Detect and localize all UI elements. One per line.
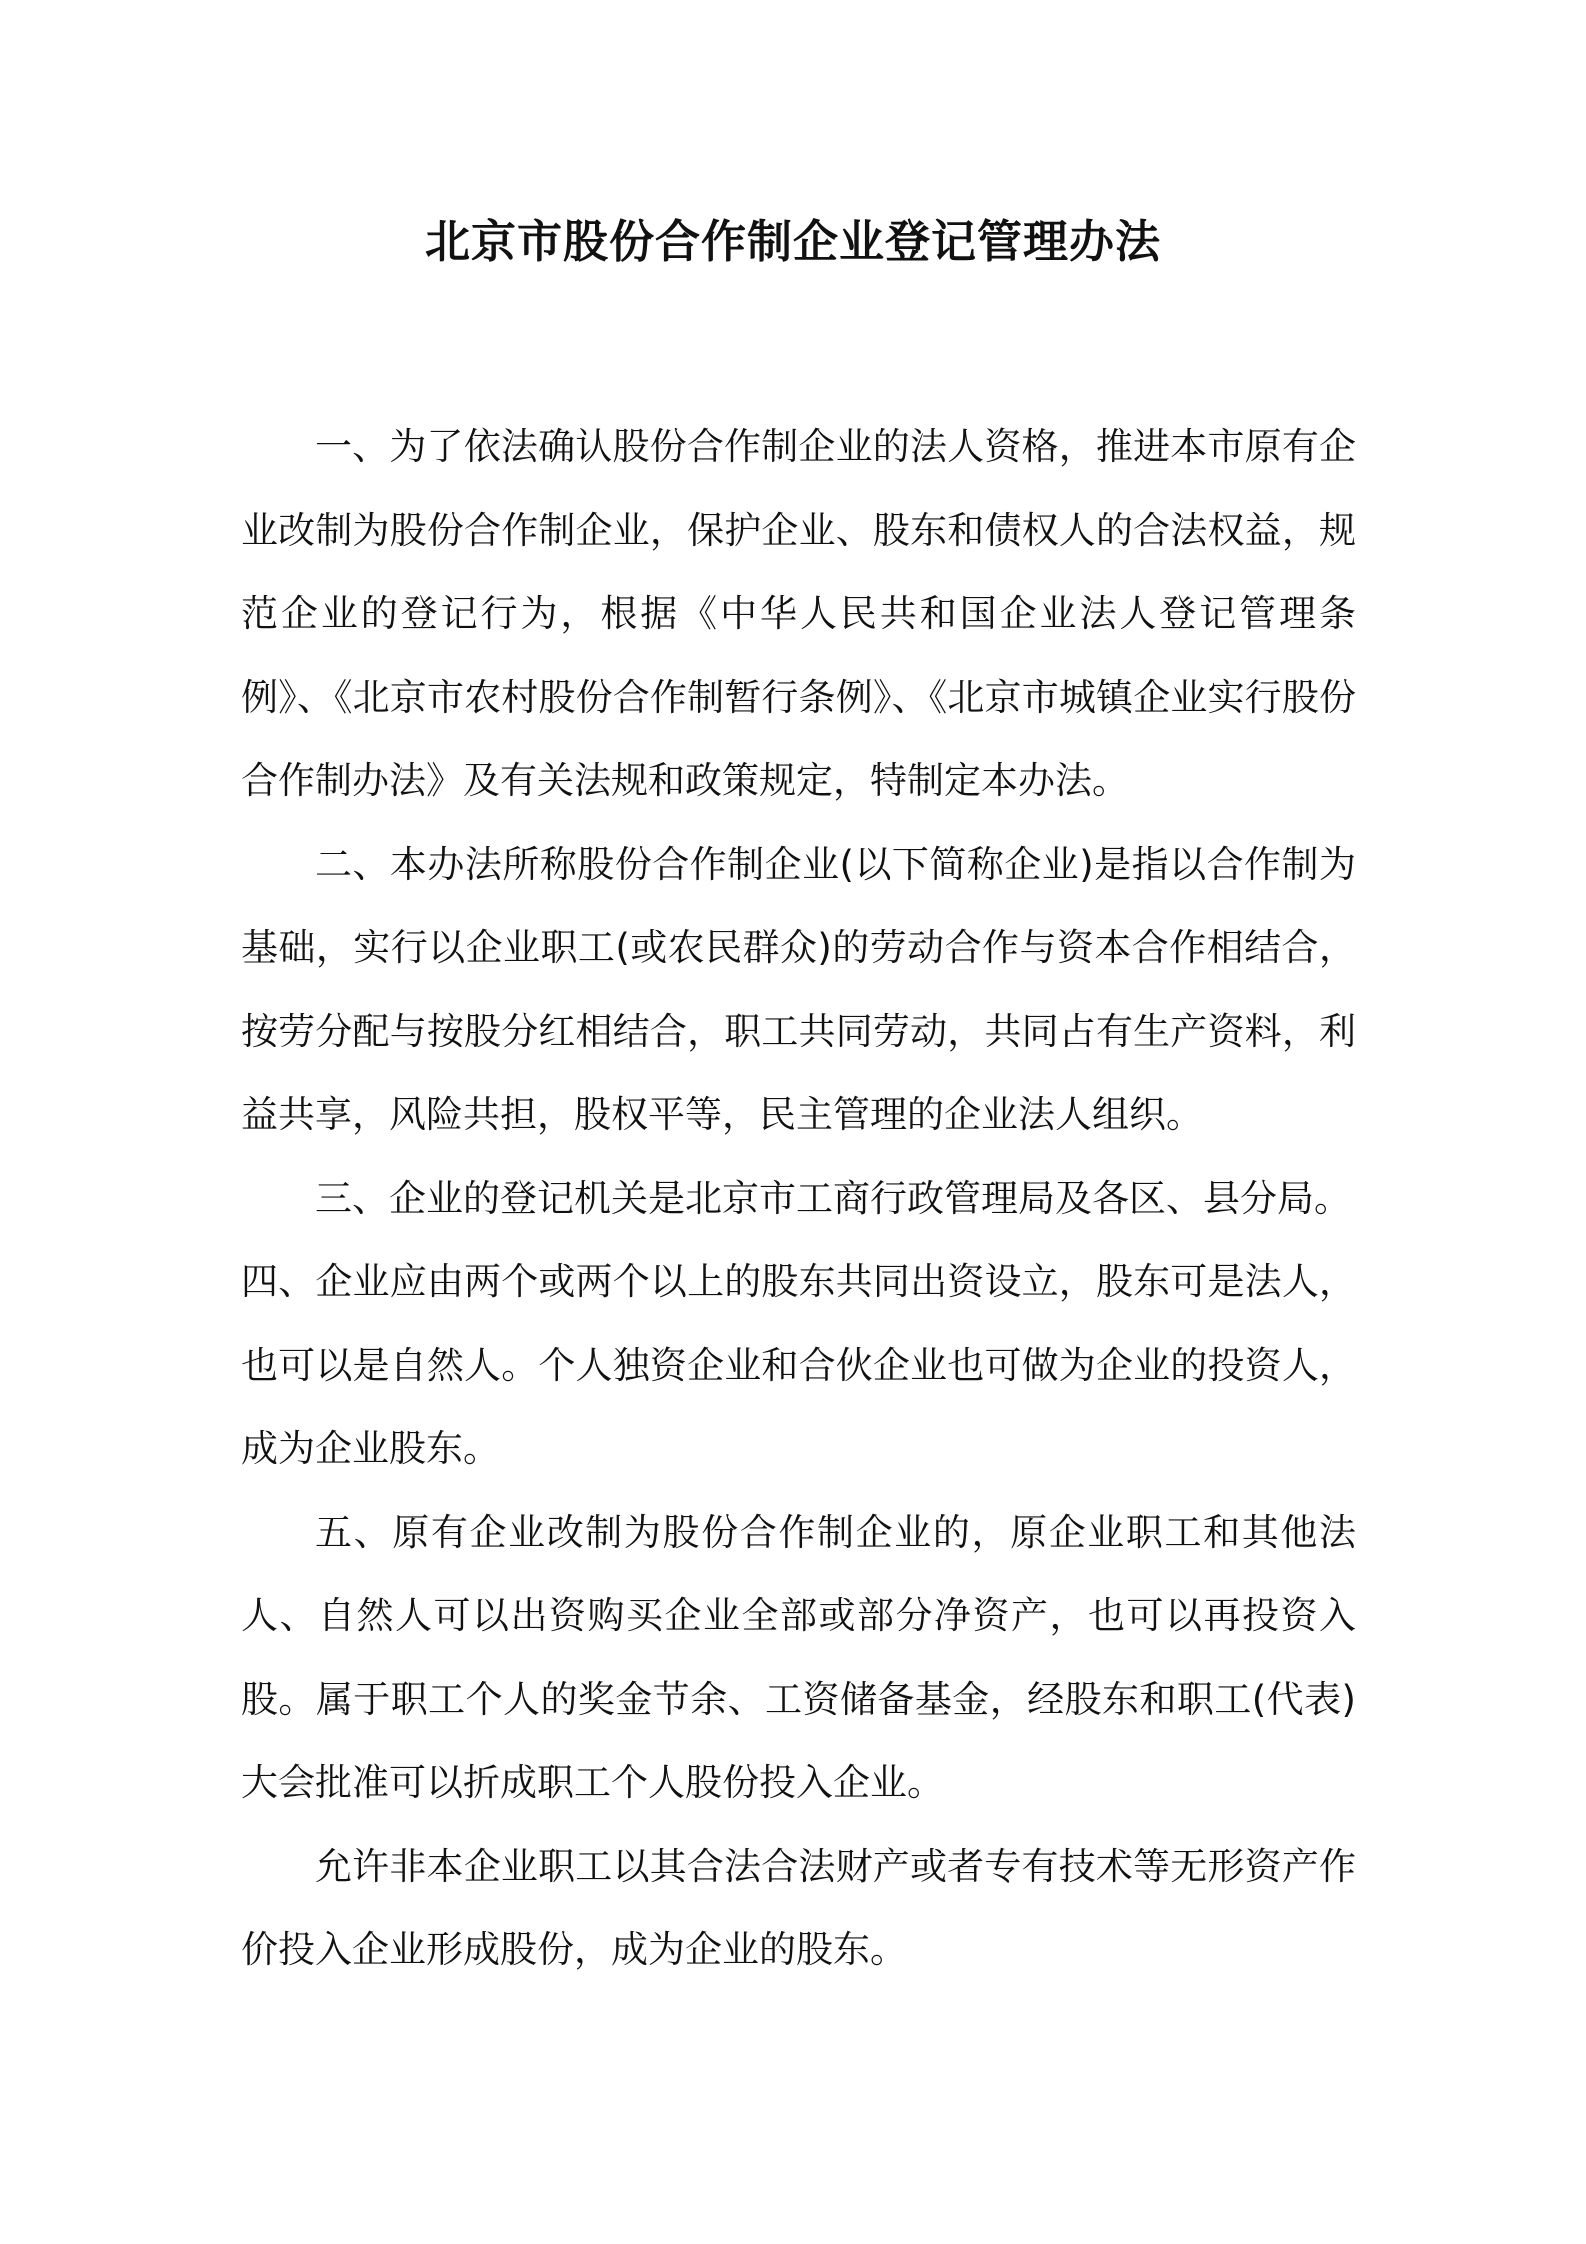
document-title: 北京市股份合作制企业登记管理办法 xyxy=(424,215,1161,268)
paragraph-3: 三、企业的登记机关是北京市工商行政管理局及各区、县分局。 xyxy=(315,1176,1351,1220)
paragraph-1: 一、为了依法确认股份合作制企业的法人资格，推进本市原有企业改制为股份合作制企业，保护企业、股东和债权人的合法权益，规范企业的登记行为，根据《中华人民共和国企业法人登记管理条例》、《北京市农村股份合作制暂行条例》、《北京市城镇企业实行股份合作制办法》及有关法规和政策规定，特制定本办法。 xyxy=(241,425,1356,802)
document-body xyxy=(241,405,1356,1992)
paragraph-2: 二、本办法所称股份合作制企业(以下简称企业)是指以合作制为基础，实行以企业职工(或农民群众)的劳动合作与资本合作相结合，按劳分配与按股分红相结合，职工共同劳动，共同占有生产资料，利益共享，风险共担，股权平等，民主管理的企业法人组织。 xyxy=(241,842,1356,1136)
paragraph-4: 四、企业应由两个或两个以上的股东共同出资设立，股东可是法人，也可以是自然人。个人独资企业和合伙企业也可做为企业的投资人，成为企业股东。 xyxy=(241,1260,1356,1470)
paragraph-6: 允许非本企业职工以其合法合法财产或者专有技术等无形资产作价投入企业形成股份，成为企业的股东。 xyxy=(241,1844,1356,1971)
paragraph-5: 五、原有企业改制为股份合作制企业的，原企业职工和其他法人、自然人可以出资购买企业全部或部分净资产，也可以再投资入股。属于职工个人的奖金节余、工资储备基金，经股东和职工(代表)大会批准可以折成职工个人股份投入企业。 xyxy=(241,1510,1356,1804)
